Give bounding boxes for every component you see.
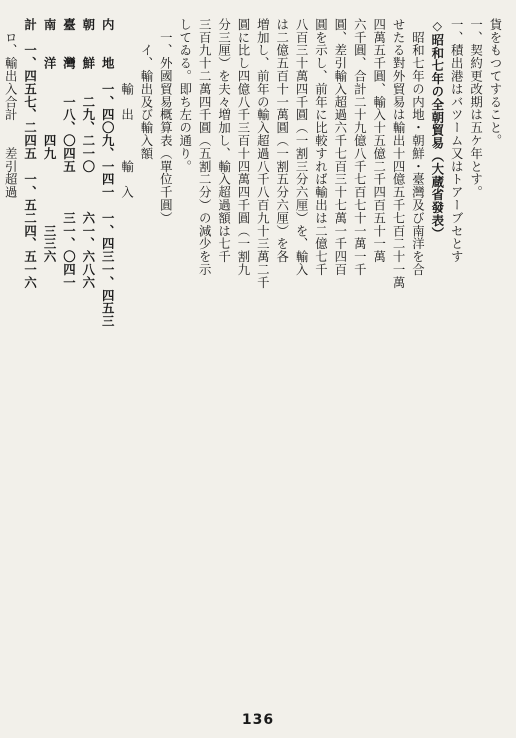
text-column: 計 一、四五七、二四五 一、五二四、五一六 (22, 18, 38, 289)
text-column: 圓、差引輸入超過六千七百三十七萬一千四百 (332, 18, 348, 276)
text-column: 臺 灣 一八、〇四五 三一、〇四一 (61, 18, 77, 289)
text-column: 一、積出港はバツーム又はトアーブセとす (449, 18, 465, 264)
text-column: 内 地 一、四〇九、一四一 一、四三一、四五三 (100, 18, 116, 328)
text-column: 輸 出 輸 入 (119, 18, 135, 199)
text-column: 六千圓、合計二十九億八千七百七十一萬一千 (352, 18, 368, 276)
text-column: ロ、輸出入合計 差引超過 (3, 18, 19, 199)
text-columns (0, 18, 504, 698)
text-column: は二億五百十一萬圓（一割五分六厘）を各 (274, 18, 290, 264)
text-column: ◇昭和七年の全朝貿易（大蔵省發表） (429, 18, 445, 240)
text-column: 昭和七年の内地・朝鮮・臺灣及び南洋を合 (410, 18, 426, 276)
text-column: 四萬五千圓、輸入十五億二千四百五十一萬 (371, 18, 387, 264)
text-column: 朝 鮮 二九、二一〇 六一、六八六 (80, 18, 96, 289)
text-column: してゐる。即ち左の通り。 (177, 18, 193, 173)
text-column: イ、輸出及び輸入額 (138, 18, 154, 160)
text-column: せたる對外貿易は輸出十四億五千七百二十一萬 (391, 18, 407, 289)
text-column: 三百九十二萬四千圓（五割二分）の減少を示 (197, 18, 213, 276)
text-column: 分三厘）を夫々増加し、輸入超過額は七千 (216, 18, 232, 264)
text-column: 八百三十萬四千圓（一割三分六厘）を、輸入 (294, 18, 310, 276)
text-column: 増加し、前年の輸入超過八千八百九十三萬二千 (255, 18, 271, 289)
text-column: 貨をもつてすること。 (488, 18, 503, 147)
text-column: 一、外國貿易概算表（單位千圓） (158, 18, 174, 225)
text-column: 圓を示し、前年に比較すれば輸出は二億七千 (313, 18, 329, 276)
text-column: 一、契約更改期は五ケ年とす。 (468, 18, 484, 199)
text-column: 圓に比し四億八千三百十四萬四千圓（一割九 (235, 18, 251, 276)
text-column: 南 洋 四九 三三六 (42, 18, 58, 264)
page-number: 136 (241, 712, 275, 728)
